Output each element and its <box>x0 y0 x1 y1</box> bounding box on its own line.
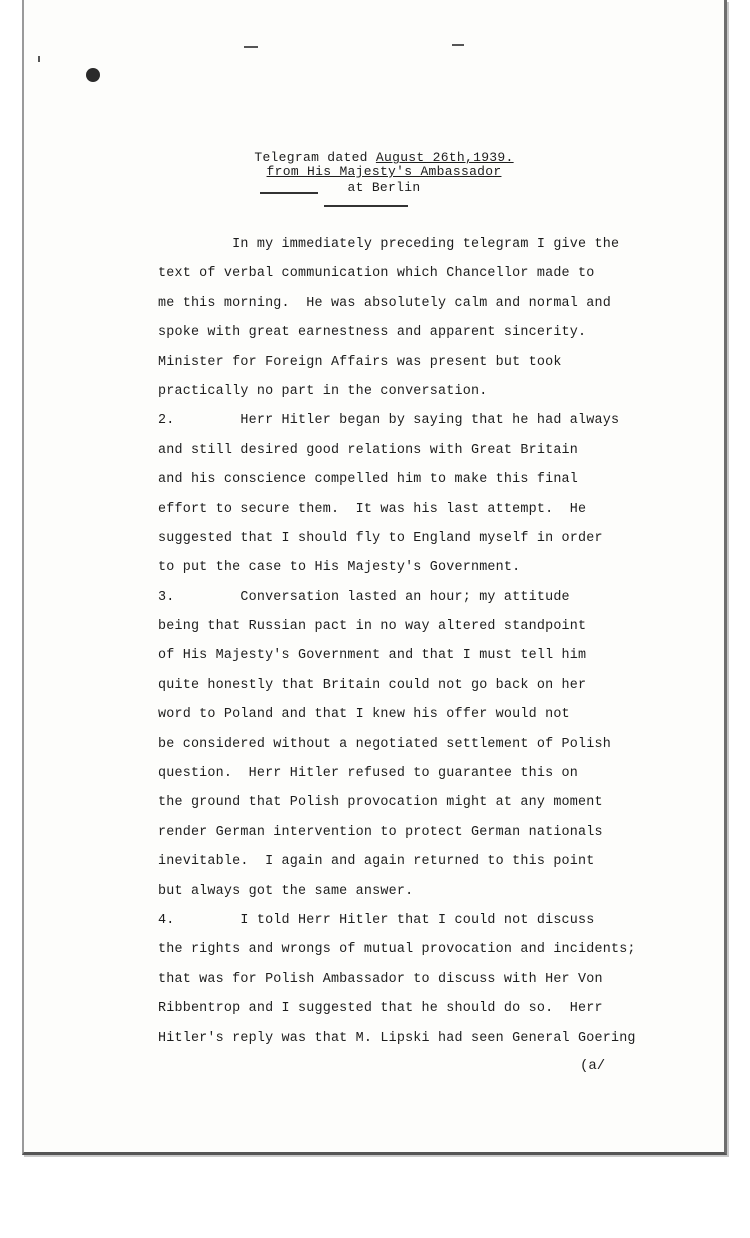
body-line: and still desired good relations with Great Britain <box>158 442 579 458</box>
top-mark <box>38 56 40 62</box>
body-line: 3. Conversation lasted an hour; my attitude <box>158 589 570 605</box>
body-line: me this morning. He was absolutely calm and normal and <box>158 295 611 311</box>
catchword: (a/ <box>580 1058 606 1074</box>
body-line: and his conscience compelled him to make this final <box>158 472 579 488</box>
body-line: text of verbal communication which Chancellor made to <box>158 266 595 282</box>
header-line-2 <box>34 164 734 179</box>
header-location: at Berlin <box>347 180 421 195</box>
body-line: inevitable. I again and again returned to this point <box>158 854 595 870</box>
body-line: to put the case to His Majesty's Government. <box>158 560 521 576</box>
body-line: effort to secure them. It was his last attempt. He <box>158 501 587 517</box>
body-line: Ribbentrop and I suggested that he should do so. Herr <box>158 1001 603 1017</box>
top-mark <box>452 44 464 46</box>
body-line: the rights and wrongs of mutual provocation and incidents; <box>158 942 636 958</box>
body-line: be considered without a negotiated settlement of Polish <box>158 736 611 752</box>
body-line: Hitler's reply was that M. Lipski had seen General Goering <box>158 1030 636 1046</box>
body-line: the ground that Polish provocation might at any moment <box>158 795 603 811</box>
document-page <box>22 0 727 1155</box>
top-mark <box>244 46 258 48</box>
header-rule-under <box>324 205 408 207</box>
header-date: August 26th,1939. <box>375 150 514 165</box>
header-line-1 <box>34 150 734 165</box>
header-line-3 <box>34 180 734 195</box>
body-line: suggested that I should fly to England myself in order <box>158 530 603 546</box>
body-line: spoke with great earnestness and apparent sincerity. <box>158 325 587 341</box>
punch-hole-mark <box>86 68 100 82</box>
header-dated: Telegram dated <box>254 150 376 165</box>
body-line: render German intervention to protect German nationals <box>158 824 603 840</box>
body-line: question. Herr Hitler refused to guarantee this on <box>158 766 579 782</box>
telegram-body <box>158 230 678 1053</box>
body-line: being that Russian pact in no way altered standpoint <box>158 619 587 635</box>
header-from: from His Majesty's Ambassador <box>266 164 502 179</box>
body-line: In my immediately preceding telegram I give the <box>158 237 620 252</box>
body-line: 2. Herr Hitler began by saying that he had always <box>158 413 620 429</box>
body-line: of His Majesty's Government and that I must tell him <box>158 648 587 664</box>
body-line: that was for Polish Ambassador to discuss with Her Von <box>158 971 603 987</box>
body-line: Minister for Foreign Affairs was present but took <box>158 354 562 370</box>
body-line: word to Poland and that I knew his offer would not <box>158 707 570 723</box>
body-line: practically no part in the conversation. <box>158 383 488 399</box>
body-line: 4. I told Herr Hitler that I could not discuss <box>158 912 595 928</box>
body-line: quite honestly that Britain could not go back on her <box>158 677 587 693</box>
header-rule-left <box>260 192 318 194</box>
body-line: but always got the same answer. <box>158 883 414 899</box>
